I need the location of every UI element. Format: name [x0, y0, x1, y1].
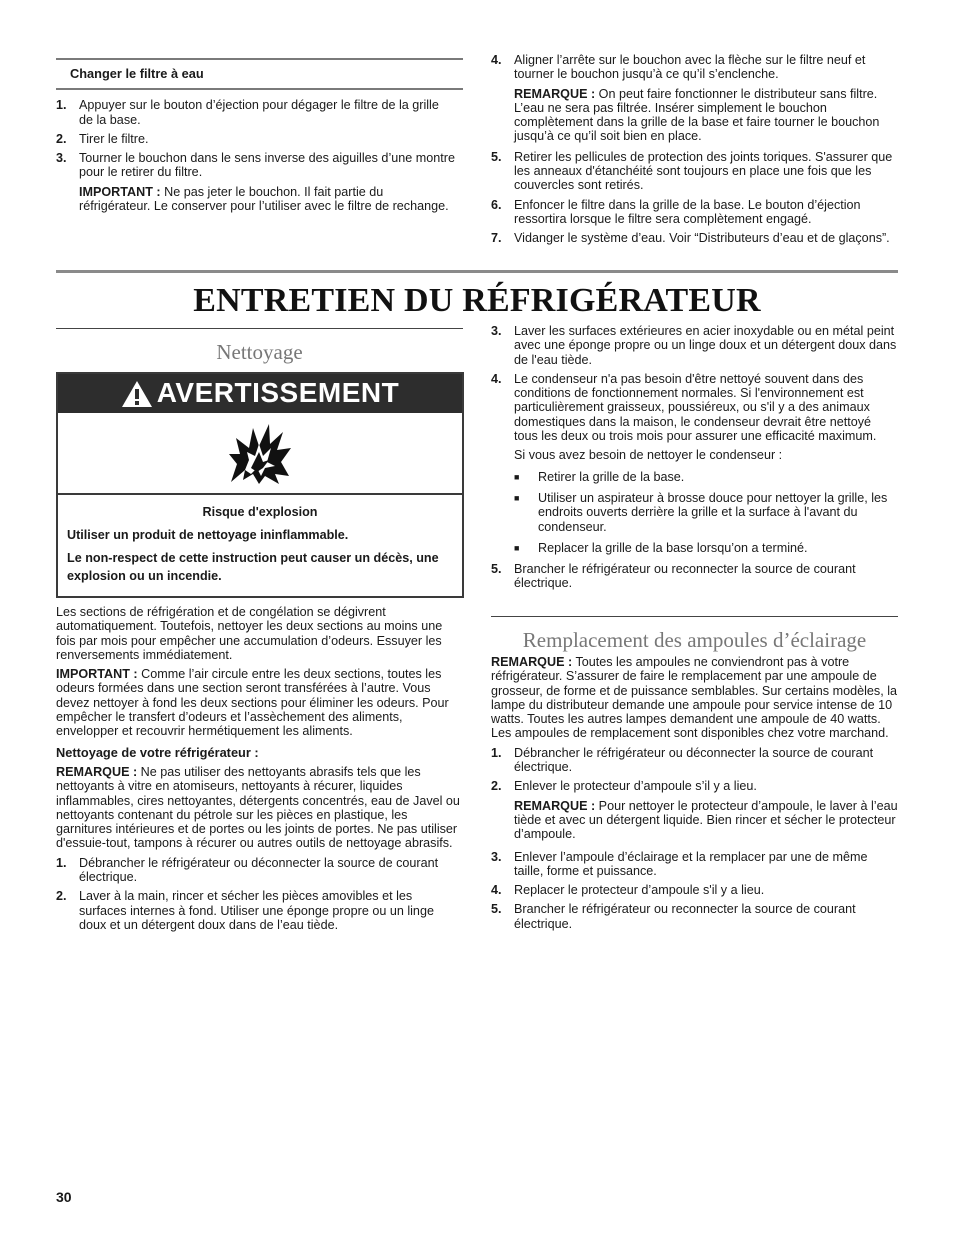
list-item	[56, 98, 456, 127]
warning-symbol-panel	[58, 413, 462, 495]
page-title: ENTRETIEN DU RÉFRIGÉRATEUR	[193, 282, 761, 319]
step-text: Enlever le protecteur d’ampoule s’il y a lieu.	[514, 779, 757, 794]
warning-label: AVERTISSEMENT	[156, 377, 400, 409]
filter-heading: Changer le filtre à eau	[70, 66, 204, 81]
important-note	[79, 185, 456, 214]
step-number: 7.	[491, 231, 502, 246]
bullet-item	[514, 491, 898, 534]
ampoules-remark	[491, 655, 898, 741]
warning-header	[58, 374, 462, 413]
step-text: Enlever l’ampoule d’éclairage et la remplacer par une de même taille, forme et puissance.	[514, 849, 868, 878]
step-number: 3.	[491, 849, 502, 864]
list-item	[491, 198, 897, 227]
remark-text: Toutes les ampoules ne conviendront pas à votre réfrigérateur. S’assurer de faire le remplacement par une ampoule de grosseur, de forme et de puissance semblables. Sur certains modèles, la lampe du distributeur demande une ampoule pour service intense de 10 watts. Toutes les autres lampes demandent une ampoule de 40 watts. Les ampoules de remplacement sont disponibles chez votre marchand.	[491, 655, 898, 741]
step-text: Laver les surfaces extérieures en acier inoxydable ou en métal peint avec une éponge propre ou un linge doux et un détergent doux dans de l'eau tiède.	[514, 324, 897, 367]
step-number: 1.	[491, 745, 502, 760]
remark-text: Ne pas utiliser des nettoyants abrasifs tels que les nettoyants à vitre en atomiseurs, nettoyants à récurer, liquides inflammables, cires nettoyantes, détergents concentrés, eau de Javel ou nettoyants contenant du pétrole sur les pièces en plastique, les garnitures intérieures et de portes ou les joints de portes. Ne pas utiliser d'essuie-tout, tampons à récurer ou autres outils de nettoyage abrasifs.	[56, 764, 460, 851]
step-number: 6.	[491, 197, 502, 212]
important-label: IMPORTANT :	[56, 667, 138, 682]
list-item	[491, 53, 897, 82]
step-number: 2.	[56, 889, 67, 904]
note-label: IMPORTANT :	[79, 184, 161, 199]
step-number: 1.	[56, 98, 67, 113]
bullet-square-icon: ■	[514, 471, 520, 482]
list-item	[56, 151, 456, 180]
step-number: 4.	[491, 371, 502, 386]
warning-line-2: Le non-respect de cette instruction peut causer un décès, une explosion ou un incendie.	[67, 551, 439, 583]
bullet-square-icon: ■	[514, 492, 520, 503]
step-number: 1.	[56, 855, 67, 870]
step-text: Retirer les pellicules de protection des joints toriques. S'assurer que les anneaux d'étanchéité sont toujours en place une fois que les couvercles sont retirés.	[514, 149, 893, 193]
important-paragraph	[56, 667, 463, 738]
cleaning-subheading: Nettoyage de votre réfrigérateur :	[56, 744, 259, 760]
note-label: REMARQUE :	[514, 798, 596, 813]
bullet-text: Utiliser un aspirateur à brosse douce pour nettoyer la grille, les endroits ouverts derrière la grille et la surface à l'avant du condenseur.	[538, 490, 888, 534]
main-divider	[56, 270, 898, 273]
bulb-cleaning-note	[514, 799, 898, 842]
step-text: Enfoncer le filtre dans la grille de la base. Le bouton d’éjection ressortira lorsque le filtre sera complètement engagé.	[514, 197, 861, 226]
step-text: Aligner l’arrête sur le bouchon avec la flèche sur le filtre neuf et tourner le bouchon jusqu’à ce qu’il s’enclenche.	[514, 53, 866, 82]
filter-heading-rule	[56, 88, 463, 90]
explosion-icon	[227, 420, 293, 486]
ampoules-body	[491, 655, 898, 931]
step-number: 4.	[491, 53, 502, 67]
remark-paragraph	[56, 765, 463, 851]
note-text: On peut faire fonctionner le distributeur sans filtre. L’eau ne sera pas filtrée. Insérer simplement le bouchon complètement dans la grille de la base et faire tourner le bouchon jusqu’à ce qu’il soit bien en place.	[514, 86, 880, 144]
condenser-intro: Si vous avez besoin de nettoyer le condenseur :	[514, 448, 783, 463]
note-text: Ne pas jeter le bouchon. Il fait partie du réfrigérateur. Le conserver pour l’utiliser avec le filtre de rechange.	[79, 184, 449, 214]
remark-label: REMARQUE :	[491, 655, 573, 669]
remark-label: REMARQUE :	[56, 764, 138, 779]
step-number: 5.	[491, 902, 502, 917]
step-text: Brancher le réfrigérateur ou reconnecter la source de courant électrique.	[514, 902, 856, 931]
step-number: 3.	[56, 151, 67, 166]
note-text: Pour nettoyer le protecteur d’ampoule, le laver à l’eau tiède et avec un détergent liquide. Bien rincer et sécher le protecteur d’ampoule.	[514, 798, 898, 842]
list-item	[56, 856, 463, 885]
warning-triangle-icon	[121, 380, 153, 408]
list-item	[491, 562, 898, 591]
top-left-rule	[56, 58, 463, 60]
ampoules-rule	[491, 616, 898, 617]
ampoules-title: Remplacement des ampoules d’éclairage	[522, 628, 867, 652]
bullet-square-icon: ■	[514, 542, 520, 553]
list-item	[491, 324, 898, 367]
step-number: 5.	[491, 149, 502, 164]
note-label: REMARQUE :	[514, 86, 596, 101]
step-text: Replacer le protecteur d’ampoule s'il y a lieu.	[514, 883, 765, 898]
bullet-text: Replacer la grille de la base lorsqu’on a terminé.	[538, 540, 808, 555]
list-item	[491, 883, 898, 897]
list-item	[491, 231, 897, 245]
step-text: Laver à la main, rincer et sécher les pièces amovibles et les surfaces internes à fond. Utiliser une éponge propre ou un linge doux et un détergent doux dans de l’eau tiède.	[79, 889, 434, 932]
bullet-item	[514, 541, 898, 555]
nettoyage-body	[56, 605, 463, 932]
nettoyage-intro: Les sections de réfrigération et de congélation se dégivrent automatiquement. Toutefois, nettoyer les deux sections au moins une fois par mois pour empêcher une accumulation d’odeurs. Essuyer les renversements immédiatement.	[56, 605, 443, 662]
step-number: 5.	[491, 562, 502, 577]
step-text: Le condenseur n'a pas besoin d'être nettoyé souvent dans des conditions de fonctionnement normales. Si l'environnement est particulièrement graisseux, poussiéreux, ou s'il y a des animaux domestiques dans la maison, le condenseur devrait être nettoyé tous les deux ou trois mois pour assurer une efficacité maximum.	[514, 371, 877, 444]
top-right-column	[491, 53, 897, 246]
bullet-item	[514, 470, 898, 484]
list-item	[56, 889, 463, 932]
nettoyage-title: Nettoyage	[216, 340, 303, 364]
page-number: 30	[56, 1189, 72, 1205]
list-item	[491, 372, 898, 443]
remark-note	[514, 87, 897, 144]
list-item	[491, 902, 898, 931]
step-text: Débrancher le réfrigérateur ou déconnecter la source de courant électrique.	[79, 855, 439, 885]
step-text: Appuyer sur le bouton d’éjection pour dégager le filtre de la grille de la base.	[79, 98, 439, 127]
important-text: Comme l’air circule entre les deux sections, toutes les odeurs formées dans une section seront transférées à l’autre. Vous devez nettoyer à fond les deux sections pour éliminer les odeurs. Pour empêcher le transfert d’odeurs et l’assèchement des aliments, envelopper et recouvrir hermétiquement les aliments.	[56, 667, 449, 739]
list-item	[491, 850, 898, 879]
step-number: 3.	[491, 324, 502, 338]
step-number: 2.	[491, 779, 502, 794]
right-column	[491, 324, 898, 591]
top-left-column	[56, 67, 456, 213]
list-item	[491, 779, 898, 793]
list-item	[491, 746, 898, 775]
list-item	[491, 150, 897, 193]
list-item	[56, 132, 456, 146]
step-number: 4.	[491, 883, 502, 898]
step-text: Tourner le bouchon dans le sens inverse des aiguilles d’une montre pour le retirer du filtre.	[79, 151, 455, 180]
warning-line-1: Utiliser un produit de nettoyage ininflammable.	[67, 528, 349, 542]
warning-risk: Risque d'explosion	[202, 505, 318, 519]
warning-box	[56, 372, 464, 598]
warning-text	[58, 495, 462, 585]
step-number: 2.	[56, 131, 67, 146]
step-text: Débrancher le réfrigérateur ou déconnecter la source de courant électrique.	[514, 745, 874, 775]
bullet-text: Retirer la grille de la base.	[538, 469, 685, 484]
step-text: Vidanger le système d’eau. Voir “Distributeurs d’eau et de glaçons”.	[514, 231, 890, 246]
nettoyage-rule	[56, 328, 463, 329]
step-text: Brancher le réfrigérateur ou reconnecter la source de courant électrique.	[514, 562, 856, 591]
step-text: Tirer le filtre.	[79, 131, 149, 146]
